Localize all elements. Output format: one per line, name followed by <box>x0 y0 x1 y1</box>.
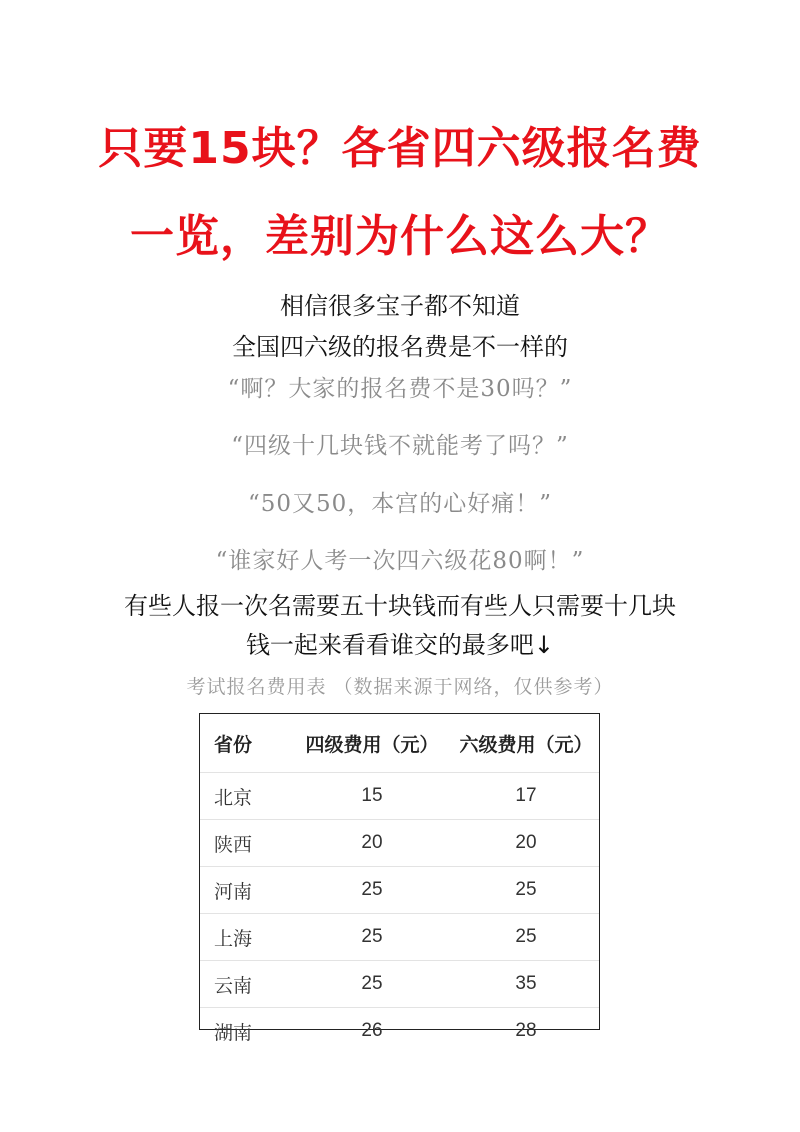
cell-cet6-fee: 28 <box>515 1020 537 1041</box>
headline-line-2: 一览，差别为什么这么大？ <box>130 211 670 262</box>
intro-line-2: 全国四六级的报名费是不一样的 <box>232 333 568 361</box>
table-caption: 考试报名费用表 （数据来源于网络，仅供参考） <box>186 676 614 698</box>
cell-province: 河南 <box>200 867 291 914</box>
quote-4: “谁家好人考一次四六级花80啊！” <box>215 548 585 574</box>
table-row <box>200 1008 599 1055</box>
cell-cet6-fee: 25 <box>453 914 599 961</box>
quote-2: “四级十几块钱不就能考了吗？” <box>231 433 569 459</box>
headline-line-1: 只要15块？各省四六级报名费 <box>98 123 702 174</box>
table-row <box>200 820 599 867</box>
cell-province: 陕西 <box>200 820 291 867</box>
table-row <box>200 961 599 1008</box>
table-row <box>200 773 599 820</box>
cell-cet4-fee: 20 <box>291 820 453 867</box>
cell-cet4-fee: 26 <box>361 1020 383 1041</box>
cell-province: 北京 <box>200 773 291 820</box>
header-cet4-fee: 四级费用（元） <box>291 714 453 773</box>
summary-line-1: 有些人报一次名需要五十块钱而有些人只需要十几块 <box>124 592 676 620</box>
quote-1: “啊？大家的报名费不是30吗？” <box>227 376 573 402</box>
cell-cet4-fee: 25 <box>291 867 453 914</box>
cell-cet6-fee: 35 <box>453 961 599 1008</box>
summary-line-2: 钱一起来看看谁交的最多吧↓ <box>245 631 555 659</box>
cell-cet6-fee: 20 <box>453 820 599 867</box>
cell-cet4-fee: 15 <box>291 773 453 820</box>
cell-province: 云南 <box>200 961 291 1008</box>
cell-province: 湖南 <box>214 1022 253 1044</box>
header-province: 省份 <box>200 714 291 773</box>
cell-cet6-fee: 17 <box>453 773 599 820</box>
table-row <box>200 867 599 914</box>
intro-line-1: 相信很多宝子都不知道 <box>280 292 520 320</box>
quote-3: “50又50，本宫的心好痛！” <box>247 491 553 517</box>
header-cet6-fee: 六级费用（元） <box>453 714 599 773</box>
cell-cet4-fee: 25 <box>291 914 453 961</box>
cell-cet6-fee: 25 <box>453 867 599 914</box>
table-header-row <box>200 714 599 773</box>
cell-province: 上海 <box>200 914 291 961</box>
fee-table <box>199 713 600 1044</box>
table-row <box>200 914 599 961</box>
cell-cet4-fee: 25 <box>291 961 453 1008</box>
